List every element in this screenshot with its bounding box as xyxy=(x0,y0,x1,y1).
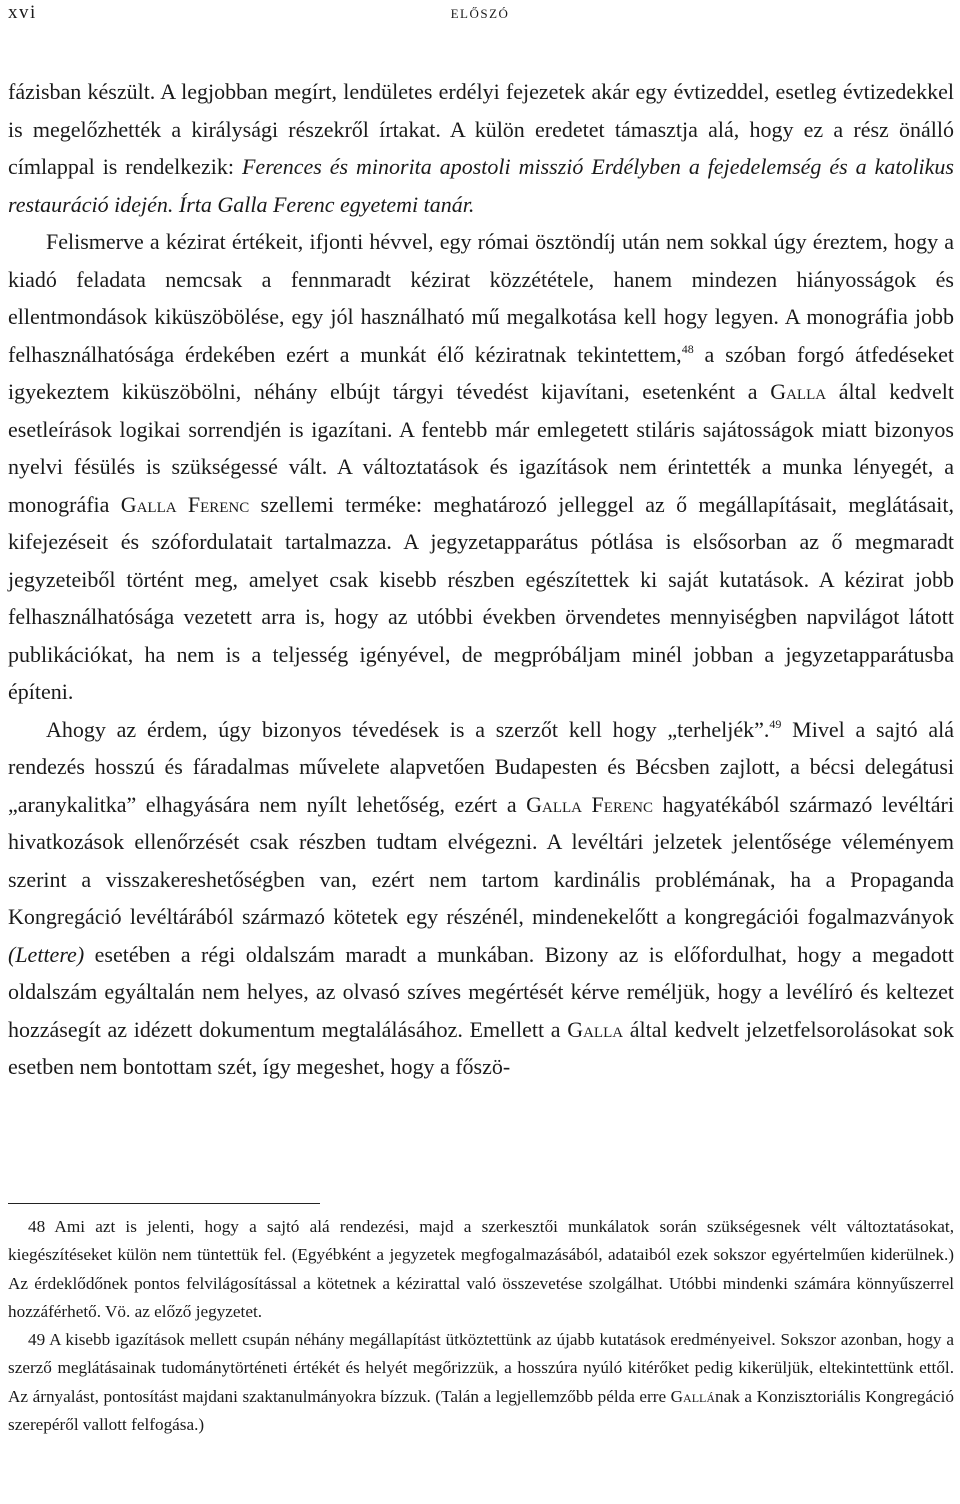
author-name: Galla Ferenc xyxy=(120,491,250,517)
paragraph-3: Ahogy az érdem, úgy bizonyos tévedések is a szerzőt kell hogy „terheljék”.$^{49}$ Mivel a sajtó alá rendezés hosszú és fáradalmas művelete alapvetően Budapesten és Bécsben zajlott, a bécsi delegátusi „aranykalitka” elhagyására nem nyílt lehetőség, ezért a Galla Ferenc hagyatékából származó levéltári hivatkozások ellenőrzését csak részben tudtam elvégezni. A levéltári jelzetek jelentősége véleményem szerint a visszakereshetőségben van, ezért nem tartom kardinális problémának, ha a Propaganda Kongregáció levéltárából származó kötetek egy részénél, mindenekelőtt a kongregációi fogalmazványok (Lettere) esetében a régi oldalszám maradt a munkában. Bizony az is előfordulhat, hogy a megadott oldalszám egyáltalán nem helyes, az olvasó szíves megértését kérve reméljük, hogy a levélíró és keltezet hozzásegít az idézett dokumentum megtalálásához. Emellett a Galla által kedvelt jelzetfelsorolásokat sok esetben nem bontottam szét, így megeshet, hogy a főszö- xyxy=(8,716,954,1079)
author-name: Galla xyxy=(567,1016,624,1042)
running-header xyxy=(8,2,952,32)
author-name: Galla xyxy=(770,379,827,404)
author-name: Galla Ferenc xyxy=(526,791,653,817)
footnote-separator xyxy=(8,1203,320,1204)
footnote-49: 49 A kisebb igazítások mellett csupán néhány megállapítást ütköztettünk az újabb kutatások eredményeivel. Sokszor azonban, hogy a szerző meglátásainak tudománytörténeti értékét és helyét megőrizzük, a hosszúra nyúló kitérőket pedig kikerüljük, eltekintettünk ettől. Az árnyalást, pontosítást majdani szaktanulmányokra bízzuk. (Talán a legjellemzőbb példa erre Gallának a Konzisztoriális Kongregáció szerepéről vallott felfogása.) xyxy=(8,1330,954,1435)
footnote-number: 48 xyxy=(28,1217,46,1236)
footnote-number: 49 xyxy=(28,1330,46,1350)
footnote-ref-48[interactable]: 48 xyxy=(681,341,694,356)
footnote-48: 48 Ami azt is jelenti, hogy a sajtó alá rendezési, majd a szerkesztői munkálatok során szükségesnek vélt változtatásokat, kiegészítéseket külön nem tüntettük fel. (Egyébként a jegyzetek megfogalmazásából, adataiból ezek sokszor egyértelműen kiderülnek.) Az érdeklődőnek pontos felvilágosítással a kötetnek a kézirattal való összevetése szolgálhat. Utóbbi mindenki számára könnyűszerrel hozzáférhető. Vö. az előző jegyzetet. xyxy=(8,1217,954,1321)
author-name: Gallá xyxy=(670,1386,716,1406)
title-italic: Ferences és minorita apostoli misszió Erdélyben a fejedelemség és a katolikus restauráció idején. Írta Galla Ferenc egyetemi tanár. xyxy=(8,154,954,217)
running-title: előszó xyxy=(450,2,510,23)
paragraph-2: Felismerve a kézirat értékeit, ifjonti hévvel, egy római ösztöndíj után nem sokkal úgy éreztem, hogy a kiadó feladata nemcsak a fennmaradt kézirat közzététele, hanem mindezen hiányosságok és ellentmondások kiküszöbölése, egy jól használható mű megalkotása kell hogy legyen. A monográfia jobb felhasználhatósága érdekében ezért a munkát élő kéziratnak tekintettem,$^{48}$ a szóban forgó átfedéseket igyekeztem kiküszöbölni, néhány elbújt tárgyi tévedést kijavítani, esetenként a Galla által kedvelt esetleírások logikai sorrendjén is igazítani. A fentebb már emlegetett stiláris sajátosságok miatt bizonyos nyelvi fésülés is szükségessé vált. A változtatások és igazítások nem érintették a munka lényegét, a monográfia Galla Ferenc szellemi terméke: meghatározó jelleggel az ő megállapításait, meglátásait, kifejezéseit és szófordulatait tartalmazza. A jegyzetapparátus pótlása is elsősorban az ő megmaradt jegyzeteiből történt meg, amelyet csak kisebb részben egészítettek ki saját kutatások. A kézirat jobb felhasználhatósága vezetett arra is, hogy az utóbbi években örvendetes mennyiségben napvilágot látott publikációkat, ha nem is a teljesség igényével, de megpróbáljam minél jobban a jegyzetapparátusba építeni. xyxy=(8,229,955,704)
main-text xyxy=(8,73,954,1086)
lettere-italic: (Lettere) xyxy=(8,941,85,967)
page-number: xvi xyxy=(8,2,37,23)
footnotes xyxy=(8,1213,954,1439)
footnote-ref-49[interactable]: 49 xyxy=(769,716,782,731)
paragraph-1: fázisban készült. A legjobban megírt, lendületes erdélyi fejezetek akár egy évtizeddel, esetleg évtizedekkel is megelőzhették a királysági részekről írtakat. A külön eredetet támasztja alá, hogy ez a rész önálló címlappal is rendelkezik: Ferences és minorita apostoli misszió Erdélyben a fejedelemség és a katolikus restauráció idején. Írta Galla Ferenc egyetemi tanár. xyxy=(8,79,954,217)
